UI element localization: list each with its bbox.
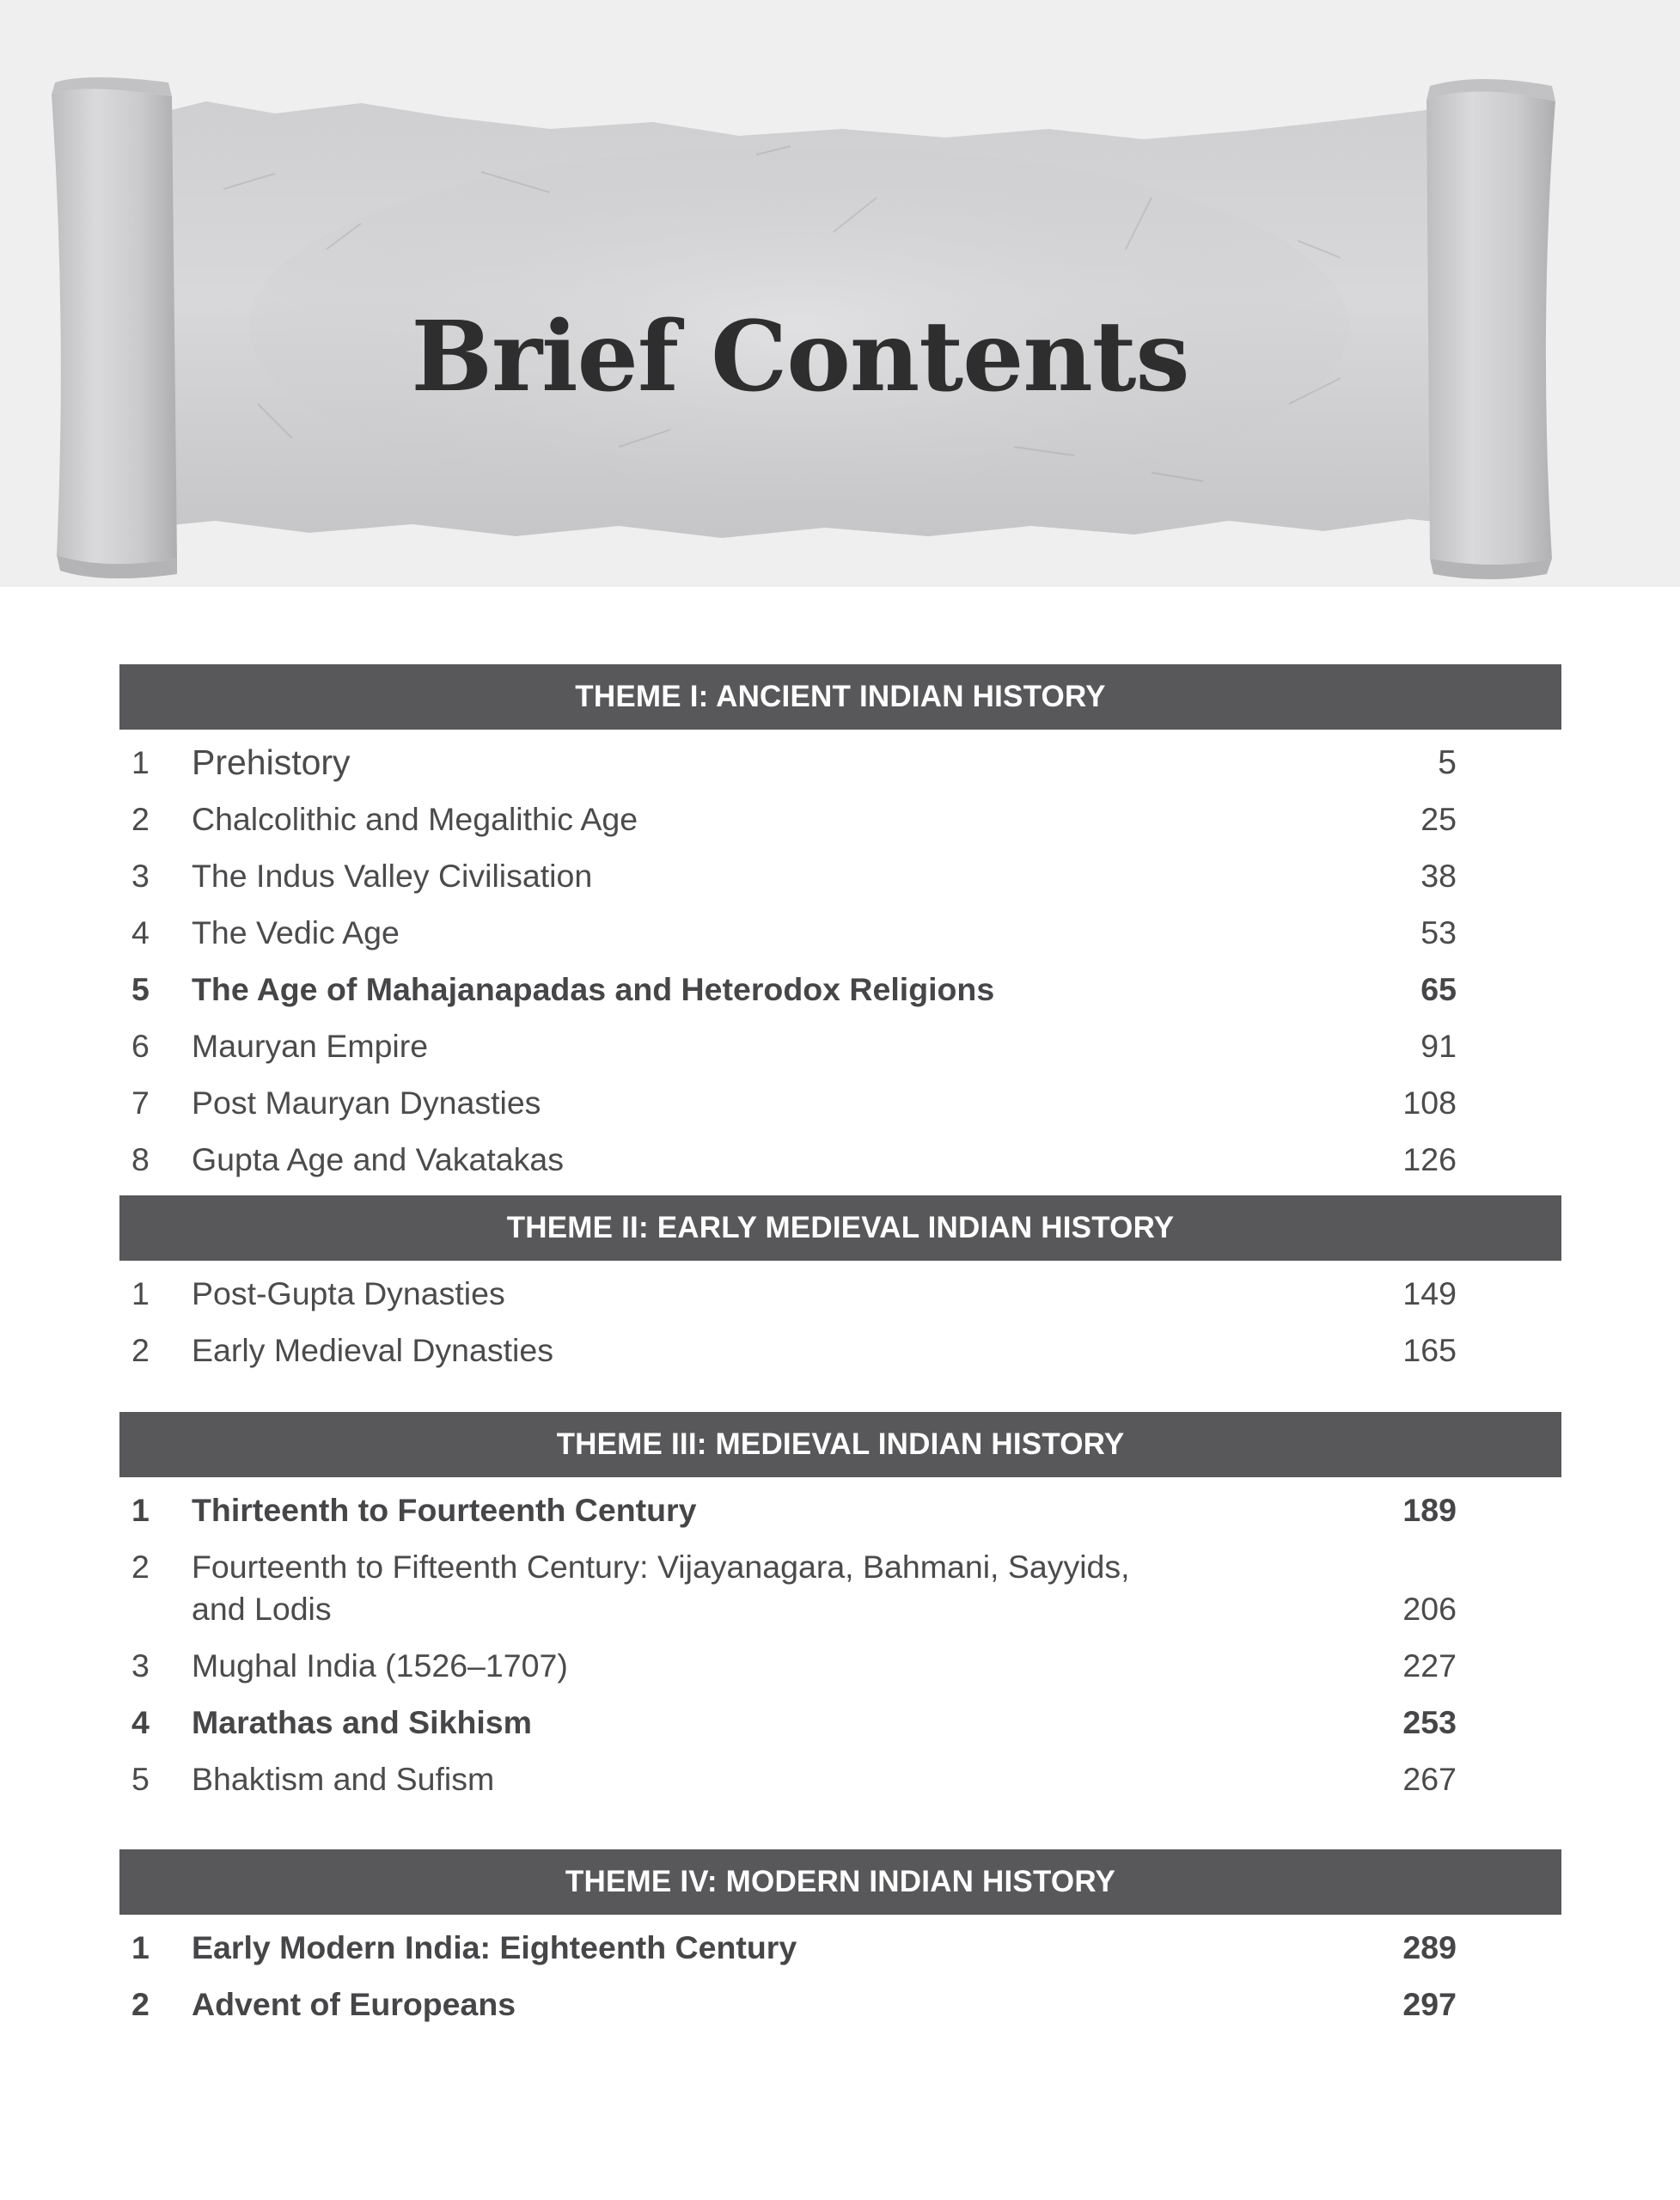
chapter-title: Early Medieval Dynasties — [192, 1332, 553, 1368]
chapter-page-number: 91 — [1420, 1028, 1457, 1064]
chapter-page-number: 38 — [1420, 858, 1457, 894]
chapter-number: 3 — [131, 858, 150, 894]
chapter-page-number: 189 — [1402, 1492, 1457, 1528]
chapter-title: Thirteenth to Fourteenth Century — [192, 1492, 697, 1528]
page-title: Brief Contents — [411, 301, 1189, 413]
chapter-number: 3 — [131, 1647, 150, 1684]
chapter-entry[interactable] — [119, 798, 1561, 840]
chapter-entry[interactable] — [119, 1082, 1561, 1124]
chapter-entry[interactable] — [119, 1139, 1561, 1181]
chapter-title: Mughal India (1526–1707) — [192, 1647, 568, 1684]
chapter-number: 1 — [131, 1929, 150, 1965]
theme-heading: THEME II: EARLY MEDIEVAL INDIAN HISTORY — [119, 1195, 1561, 1261]
chapter-page-number: 206 — [1402, 1591, 1457, 1627]
chapter-number: 5 — [131, 971, 150, 1007]
chapter-list — [119, 1915, 1561, 2026]
chapter-entry[interactable] — [119, 1702, 1561, 1744]
scroll-banner — [0, 0, 1680, 587]
chapter-title: The Indus Valley Civilisation — [192, 858, 593, 894]
theme-heading: THEME I: ANCIENT INDIAN HISTORY — [119, 664, 1561, 730]
chapter-number: 1 — [131, 744, 150, 780]
chapter-title: Marathas and Sikhism — [192, 1704, 532, 1740]
chapter-number: 5 — [131, 1761, 150, 1797]
chapter-page-number: 165 — [1402, 1332, 1457, 1368]
chapter-title: Fourteenth to Fifteenth Century: Vijayanagara, Bahmani, Sayyids, and Lodis — [192, 1549, 1130, 1627]
theme-heading: THEME IV: MODERN INDIAN HISTORY — [119, 1849, 1561, 1915]
chapter-title: Post Mauryan Dynasties — [192, 1085, 541, 1121]
chapter-number: 1 — [131, 1275, 150, 1311]
chapter-page-number: 126 — [1402, 1141, 1457, 1177]
chapter-title: Bhaktism and Sufism — [192, 1761, 495, 1797]
chapter-number: 4 — [131, 914, 150, 950]
chapter-number: 2 — [131, 1986, 150, 2022]
chapter-number: 4 — [131, 1704, 150, 1740]
chapter-number: 2 — [131, 801, 150, 837]
chapter-title: Post-Gupta Dynasties — [192, 1275, 505, 1311]
theme-heading: THEME III: MEDIEVAL INDIAN HISTORY — [119, 1412, 1561, 1477]
chapter-page-number: 289 — [1402, 1929, 1457, 1965]
chapter-list — [119, 1261, 1561, 1412]
chapter-page-number: 227 — [1402, 1647, 1457, 1684]
chapter-page-number: 297 — [1402, 1986, 1457, 2022]
chapter-number: 2 — [131, 1549, 150, 1585]
chapter-page-number: 267 — [1402, 1761, 1457, 1797]
chapter-number: 7 — [131, 1085, 150, 1121]
chapter-number: 6 — [131, 1028, 150, 1064]
chapter-title: The Age of Mahajanapadas and Heterodox Religions — [192, 971, 995, 1007]
chapter-number: 1 — [131, 1492, 150, 1528]
chapter-title: Early Modern India: Eighteenth Century — [192, 1929, 797, 1965]
chapter-list — [119, 730, 1561, 1181]
chapter-page-number: 53 — [1420, 914, 1457, 950]
chapter-title: Chalcolithic and Megalithic Age — [192, 801, 638, 837]
chapter-entry[interactable] — [119, 1489, 1561, 1531]
chapter-title: Gupta Age and Vakatakas — [192, 1141, 564, 1177]
chapter-entry[interactable] — [119, 1546, 1561, 1630]
chapter-page-number: 25 — [1420, 801, 1457, 837]
contents-table — [119, 664, 1561, 2040]
chapter-title: Prehistory — [192, 742, 351, 782]
chapter-page-number: 65 — [1420, 971, 1457, 1007]
chapter-title: Advent of Europeans — [192, 1986, 516, 2022]
chapter-title: The Vedic Age — [192, 914, 400, 950]
chapter-entry[interactable] — [119, 742, 1561, 784]
chapter-entry[interactable] — [119, 1983, 1561, 2026]
chapter-entry[interactable] — [119, 912, 1561, 954]
chapter-page-number: 5 — [1438, 744, 1457, 781]
chapter-number: 2 — [131, 1332, 150, 1368]
chapter-entry[interactable] — [119, 1758, 1561, 1800]
chapter-title: Mauryan Empire — [192, 1028, 429, 1064]
chapter-entry[interactable] — [119, 1927, 1561, 1969]
chapter-entry[interactable] — [119, 1645, 1561, 1687]
chapter-page-number: 149 — [1402, 1275, 1457, 1311]
header-band — [0, 0, 1680, 587]
chapter-page-number: 108 — [1402, 1085, 1457, 1121]
chapter-entry[interactable] — [119, 1273, 1561, 1315]
chapter-entry[interactable] — [119, 1329, 1561, 1372]
chapter-number: 8 — [131, 1141, 150, 1177]
chapter-entry[interactable] — [119, 1025, 1561, 1067]
chapter-page-number: 253 — [1402, 1704, 1457, 1740]
chapter-entry[interactable] — [119, 969, 1561, 1011]
chapter-entry[interactable] — [119, 855, 1561, 897]
chapter-list — [119, 1477, 1561, 1849]
